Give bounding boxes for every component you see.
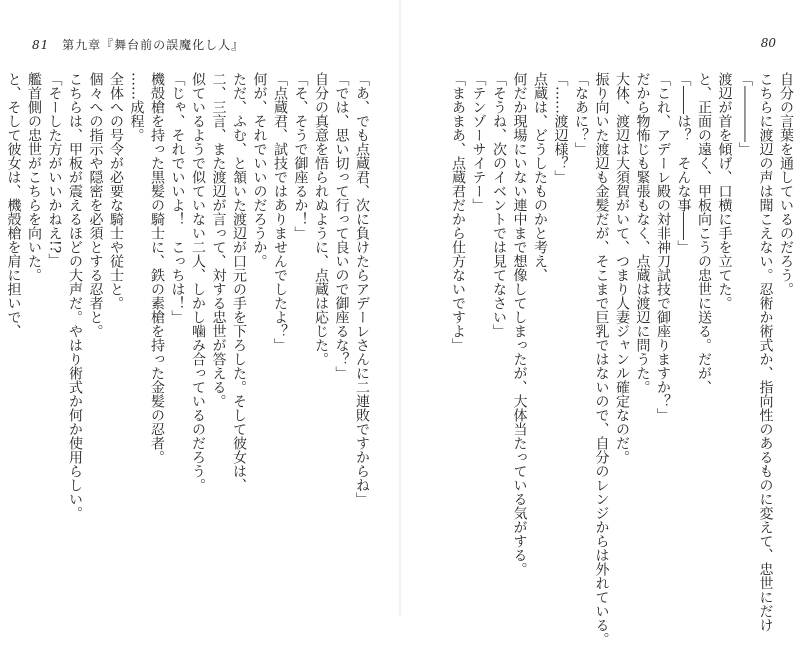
text-line: 「これ、アデーレ殿の対非神刀試技で御座りますか？」 bbox=[655, 72, 671, 422]
text-line: と、正面の遠く、甲板向こうの忠世に送る。だが、 bbox=[696, 72, 712, 394]
text-line: こちらに渡辺の声は聞こえない。忍術か術式か、指向性のあるものに変えて、忠世にだけ bbox=[757, 72, 774, 632]
text-line: 「では、思い切って行って良いので御座るな？」 bbox=[333, 72, 350, 380]
page-number-right: 80 bbox=[760, 36, 776, 50]
text-line: 点蔵は、どうしたものかと考え、 bbox=[532, 72, 548, 282]
page-header-left bbox=[32, 36, 244, 53]
text-line: 「――――」 bbox=[737, 72, 753, 156]
text-line: 「じゃ、それでいいよ！ こっちは！」 bbox=[169, 72, 186, 324]
text-line: 渡辺が首を傾げ、口横に手を立てた。 bbox=[716, 72, 733, 310]
book-gutter bbox=[398, 0, 402, 616]
text-line: 「――は？ そんな事――」 bbox=[675, 72, 692, 254]
text-line: 機殻槍を持った黒髪の騎士に、鉄の素槍を持った金髪の忍者。 bbox=[149, 72, 165, 464]
text-line: 「そーした方がいいかねえ!?」 bbox=[46, 72, 63, 268]
text-line: 「……渡辺様？」 bbox=[552, 72, 569, 184]
text-line: 「テンゾーサイテー」 bbox=[470, 72, 487, 212]
text-line: 「なあに？」 bbox=[573, 72, 589, 156]
chapter-title: 第九章『舞台前の誤魔化し人』 bbox=[62, 38, 245, 52]
text-line: 艦首側の忠世がこちらを向いた。 bbox=[26, 72, 42, 282]
left-page-body bbox=[5, 72, 372, 552]
text-line: 自分の言葉を通しているのだろう。 bbox=[778, 72, 794, 296]
left-page bbox=[0, 0, 400, 616]
text-line: 振り向いた渡辺も金髪だが、そこまで巨乳ではないので、自分のレンジからは外れている。 bbox=[593, 72, 610, 646]
text-line: 何だか現場にいない連中まで想像してしまったが、大体当たっている気がする。 bbox=[511, 72, 528, 576]
text-line: 大体、渡辺は大須賀がいて、つまり人妻ジャンル確定なのだ。 bbox=[614, 72, 630, 464]
text-line: だから物怖じも緊張もなく、点蔵は渡辺に問うた。 bbox=[634, 72, 651, 394]
text-line: 自分の真意を悟られぬように、点蔵は応じた。 bbox=[313, 72, 329, 366]
text-line: と、そして彼女は、機殻槍を肩に担いで、 bbox=[5, 72, 22, 338]
text-line: こちらは、甲板が震えるほどの大声だ。やはり術式か何か使用らしい。 bbox=[67, 72, 83, 520]
text-line: 何が、それでいいのだろうか。 bbox=[251, 72, 268, 268]
text-line: 「そうね、次のイベントでは見てなさい」 bbox=[491, 72, 507, 338]
text-line: 似ているようで似ていない二人、しかし噛み合っているのだろう。 bbox=[190, 72, 206, 492]
text-line: 「点蔵君、試技ではありませんでしたよ？」 bbox=[272, 72, 288, 352]
text-line: 全体への号令が必要な騎士や従士と。 bbox=[108, 72, 124, 310]
text-line: 「あ、でも点蔵君、次に負けたらアデーレさんに二連敗ですからね」 bbox=[354, 72, 370, 506]
text-line: 二、三言、また渡辺が言って、対する忠世が答える。 bbox=[210, 72, 227, 408]
text-line: 「そ、そうで御座るか！」 bbox=[292, 72, 309, 240]
right-page-body bbox=[400, 72, 796, 646]
right-page bbox=[400, 0, 800, 646]
text-line: ……成程。 bbox=[128, 72, 145, 142]
text-line: 「まあまあ、点蔵君だから仕方ないですよ」 bbox=[450, 72, 466, 352]
text-line: ただ、ふむ、と頷いた渡辺が口元の手を下ろした。そして彼女は、 bbox=[231, 72, 247, 492]
page-number-left: 81 bbox=[32, 38, 50, 52]
text-line: 個々への指示や隠密を必須とする忍者と。 bbox=[87, 72, 104, 338]
